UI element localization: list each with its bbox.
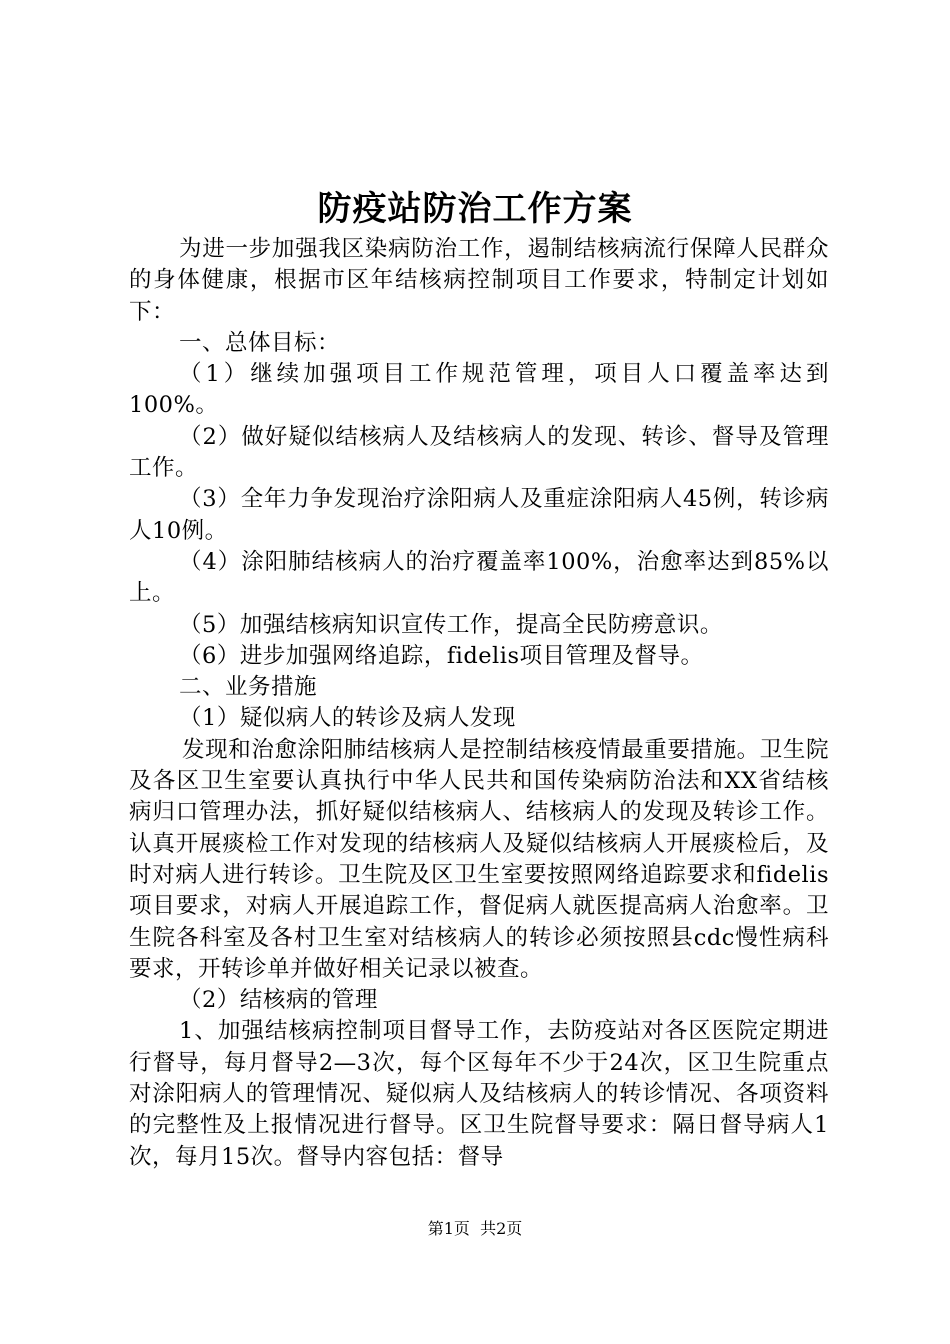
goal-item-6: （6）进步加强网络追踪，fidelis项目管理及督导。 bbox=[179, 642, 704, 669]
document-body bbox=[129, 234, 829, 1173]
goal-item-3: （3）全年力争发现治疗涂阳病人及重症涂阳病人45例，转诊病人10例。 bbox=[129, 486, 829, 544]
page-number-label: 第1页 共2页 bbox=[427, 1219, 523, 1238]
subsection-heading-referral: （1）疑似病人的转诊及病人发现 bbox=[179, 705, 516, 732]
management-paragraph: 1、加强结核病控制项目督导工作，去防疫站对各区医院定期进行督导，每月督导2—3次，每个区每年不少于24次，区卫生院重点对涂阳病人的管理情况、疑似病人及结核病人的转诊情况、各项资料的完整性及上报情况进行督导。区卫生院督导要求：隔日督导病人1次，每月15次。督导内容包括：督导 bbox=[129, 1018, 829, 1170]
goal-item-2: （2）做好疑似结核病人及结核病人的发现、转诊、督导及管理工作。 bbox=[129, 423, 829, 482]
page-footer bbox=[0, 1218, 950, 1240]
subsection-heading-management: （2）结核病的管理 bbox=[179, 987, 378, 1014]
referral-paragraph: 发现和治愈涂阳肺结核病人是控制结核疫情最重要措施。卫生院及各区卫生室要认真执行中华人民共和国传染病防治法和XX省结核病归口管理办法，抓好疑似结核病人、结核病人的发现及转诊工作。认真开展痰检工作对发现的结核病人及疑似结核病人开展痰检后，及时对病人进行转诊。卫生院及区卫生室要按照网络追踪要求和fidelis项目要求，对病人开展追踪工作，督促病人就医提高病人治愈率。卫生院各科室及各村卫生室对结核病人的转诊必须按照县cdc慢性病科要求，开转诊单并做好相关记录以被查。 bbox=[129, 736, 829, 982]
intro-paragraph: 为进一步加强我区染病防治工作，遏制结核病流行保障人民群众的身体健康，根据市区年结核病控制项目工作要求，特制定计划如下： bbox=[129, 236, 829, 325]
goal-item-5: （5）加强结核病知识宣传工作，提高全民防痨意识。 bbox=[179, 611, 723, 638]
document-title: 防疫站防治工作方案 bbox=[317, 189, 633, 229]
goal-item-1: （1）继续加强项目工作规范管理，项目人口覆盖率达到100%。 bbox=[129, 361, 829, 419]
section-heading-goals: 一、总体目标： bbox=[179, 329, 341, 356]
goal-item-4: （4）涂阳肺结核病人的治疗覆盖率100%，治愈率达到85%以上。 bbox=[129, 548, 829, 607]
section-heading-measures: 二、业务措施 bbox=[179, 674, 318, 701]
